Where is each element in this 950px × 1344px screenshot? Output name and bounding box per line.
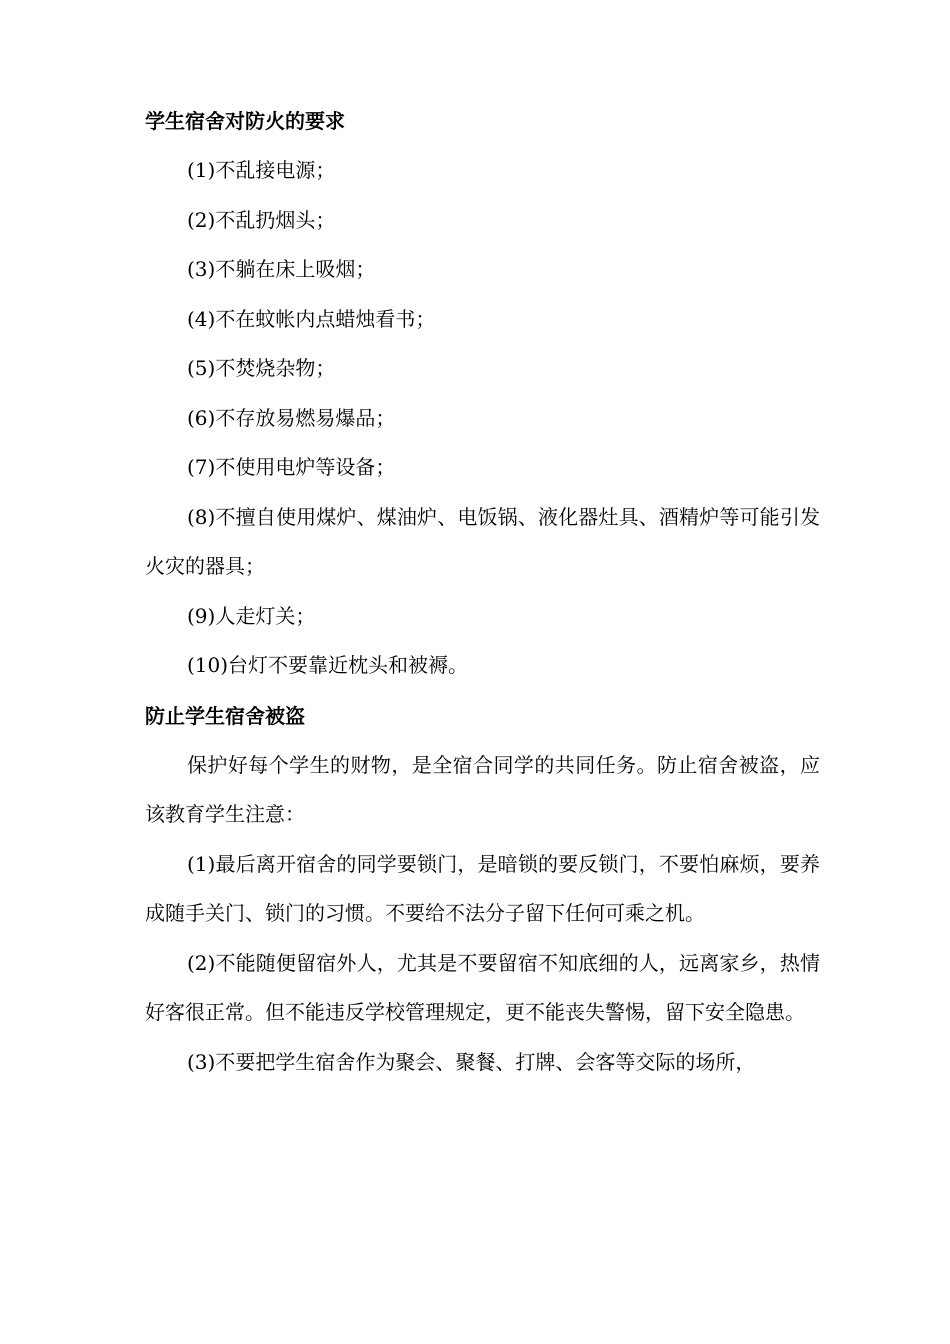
list-item: (7)不使用电炉等设备； [187, 455, 396, 479]
list-item: (9)人走灯关； [187, 603, 316, 628]
list-item: (4)不在蚊帐内点蜡烛看书； [187, 306, 436, 331]
section-heading-theft: 防止学生宿舍被盗 [145, 703, 305, 728]
document-page [145, 101, 820, 1087]
theft-prevention-section [145, 741, 820, 1088]
list-item: (3)不躺在床上吸烟； [187, 257, 376, 281]
list-item: (8)不擅自使用煤炉、煤油炉、电饭锅、液化器灶具、酒精炉等可能引发火灾的器具； [145, 504, 820, 578]
list-item: (3)不要把学生宿舍作为聚会、聚餐、打牌、会客等交际的场所， [187, 1049, 756, 1074]
section-intro: 保护好每个学生的财物，是全宿合同学的共同任务。防止宿舍被盗，应该教育学生注意： [145, 752, 820, 826]
list-item: (1)不乱接电源； [187, 158, 336, 182]
list-item: (5)不焚烧杂物； [187, 356, 336, 380]
fire-requirements-list [145, 146, 820, 691]
list-item: (10)台灯不要靠近枕头和被褥。 [187, 653, 469, 677]
section-heading-fire: 学生宿舍对防火的要求 [145, 109, 345, 133]
list-item: (2)不乱扔烟头； [187, 207, 336, 232]
list-item: (2)不能随便留宿外人，尤其是不要留宿不知底细的人，远离家乡，热情好客很正常。但不能违反学校管理规定，更不能丧失警惕，留下安全隐患。 [145, 950, 820, 1024]
list-item: (1)最后离开宿舍的同学要锁门，是暗锁的要反锁门，不要怕麻烦，要养成随手关门、锁门的习惯。不要给不法分子留下任何可乘之机。 [145, 851, 820, 925]
list-item: (6)不存放易燃易爆品； [187, 405, 396, 430]
